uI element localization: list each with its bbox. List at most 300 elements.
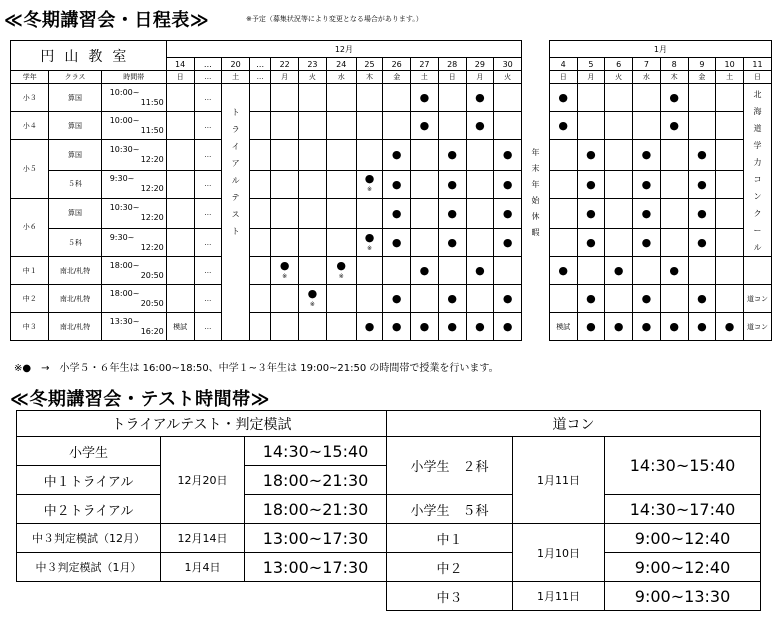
weekday-header: 日 (438, 71, 466, 84)
ellipsis-cell: … (194, 198, 222, 229)
day-cell (383, 257, 411, 285)
day-cell: ● (633, 313, 661, 341)
ellipsis-cell: … (194, 229, 222, 257)
class-cell: ５科 (49, 170, 101, 198)
test-title: ≪冬期講習会・テスト時間帯≫ (10, 389, 270, 410)
date-header: 23 (299, 58, 327, 71)
day-cell (326, 229, 356, 257)
day-cell: ● (688, 285, 716, 313)
day-cell (299, 313, 327, 341)
day-cell: ● (605, 257, 633, 285)
holiday-char: 末 (531, 163, 540, 173)
weekday-header: 土 (716, 71, 744, 84)
day-cell (605, 84, 633, 112)
day-cell (577, 84, 605, 112)
day-cell: ● (577, 229, 605, 257)
class-dot: ● (475, 91, 485, 104)
month-december: 12月 (166, 41, 521, 58)
class-cell: 算国 (49, 198, 101, 229)
day-cell (411, 112, 439, 140)
day-cell (549, 285, 577, 313)
day-cell (494, 112, 522, 140)
day-cell (438, 140, 466, 171)
day-cell (605, 198, 633, 229)
day-cell (356, 285, 383, 313)
day-cell (356, 112, 383, 140)
date-header: 5 (577, 58, 605, 71)
day-cell (605, 140, 633, 171)
day-cell (494, 84, 522, 112)
weekday-header: 金 (383, 71, 411, 84)
date-header: … (194, 58, 222, 71)
day-cell (494, 140, 522, 171)
day-cell (688, 84, 716, 112)
day-cell (383, 140, 411, 171)
time-cell (101, 285, 166, 313)
time-start: 9:30~ (109, 232, 135, 242)
day-cell (716, 198, 744, 229)
date-header: 27 (411, 58, 439, 71)
date-header: 9 (688, 58, 716, 71)
time-start: 18:00~ (109, 288, 140, 298)
day-cell (438, 229, 466, 257)
docon-date: 1月11日 (513, 437, 605, 524)
test-time: 18:00~21:30 (245, 495, 387, 524)
day-cell (438, 112, 466, 140)
docon-date: 1月10日 (513, 524, 605, 582)
day-cell (466, 198, 494, 229)
test-label: 中３判定模試（12月） (17, 524, 161, 553)
class-dot: ● (391, 292, 402, 305)
ellipsis-cell: … (194, 285, 222, 313)
day-cell: 模試 (166, 313, 194, 341)
day-cell (466, 112, 494, 140)
class-dot: ● (502, 320, 513, 333)
class-dot: ● (419, 264, 430, 277)
day-cell (271, 198, 299, 229)
asterisk-mark: ※ (366, 244, 372, 252)
day-cell (605, 229, 633, 257)
time-end: 12:20 (140, 213, 164, 223)
day-cell (549, 140, 577, 171)
day-cell (688, 257, 716, 285)
time-start: 9:30~ (109, 174, 135, 183)
day-cell: ● (633, 170, 661, 198)
day-cell (660, 170, 688, 198)
docon-label: 中２ (387, 553, 513, 582)
weekday-header: … (194, 71, 222, 84)
docon-date: 1月11日 (513, 582, 605, 611)
class-cell: 算国 (49, 140, 101, 171)
school-name: 円山教室 (11, 41, 167, 71)
class-dot: ● (502, 206, 513, 220)
date-header: 24 (326, 58, 356, 71)
weekday-header: … (249, 71, 270, 84)
time-end: 12:20 (140, 242, 164, 252)
date-header: 14 (166, 58, 194, 71)
class-dot: ● (364, 230, 375, 244)
day-cell: ● (577, 285, 605, 313)
date-header: 29 (466, 58, 494, 71)
day-cell (716, 229, 744, 257)
day-cell (356, 229, 383, 257)
day-cell (326, 198, 356, 229)
time-start: 10:30~ (109, 203, 140, 213)
trial-char: ラ (231, 125, 240, 134)
grade-cell: 小３ (11, 84, 49, 112)
docon-label-col (743, 84, 771, 257)
day-cell (166, 285, 194, 313)
docon-char: 道 (753, 124, 762, 133)
day-cell (438, 257, 466, 285)
class-dot: ● (475, 264, 485, 277)
ellipsis-cell: … (194, 257, 222, 285)
docon-label: 中３ (387, 582, 513, 611)
day-cell (383, 198, 411, 229)
docon-label: 小学生 ５科 (387, 495, 513, 524)
day-cell (271, 112, 299, 140)
holiday-char: 暇 (531, 227, 540, 237)
docon-label: 小学生 ２科 (387, 437, 513, 495)
ellipsis-cell (249, 84, 270, 112)
date-header: … (249, 58, 270, 71)
date-header: 30 (494, 58, 522, 71)
ellipsis-cell: … (194, 140, 222, 171)
docon-time: 14:30~15:40 (605, 437, 761, 495)
holiday-char: 年 (531, 179, 540, 189)
test-time-table (16, 410, 761, 611)
day-cell (438, 198, 466, 229)
docon-char: ル (753, 243, 762, 252)
day-cell (605, 170, 633, 198)
trial-char: テ (231, 193, 240, 202)
day-cell (633, 84, 661, 112)
day-cell (411, 257, 439, 285)
day-cell: ● (688, 229, 716, 257)
class-dot: ● (475, 320, 485, 333)
date-header: 22 (271, 58, 299, 71)
day-cell (660, 229, 688, 257)
class-dot: ● (447, 320, 457, 333)
time-start: 13:30~ (109, 316, 140, 326)
day-cell (494, 313, 522, 341)
day-cell: ● (577, 313, 605, 341)
day-cell (466, 140, 494, 171)
date-header: 6 (605, 58, 633, 71)
test-label: 中３判定模試（1月） (17, 553, 161, 582)
docon-time: 9:00~12:40 (605, 524, 761, 553)
weekday-header: 水 (326, 71, 356, 84)
day-cell: ● (660, 112, 688, 140)
day-cell (326, 257, 356, 285)
day-cell (494, 198, 522, 229)
day-cell (549, 198, 577, 229)
docon-short-cell (743, 257, 771, 285)
time-cell (101, 198, 166, 229)
asterisk-mark: ※ (309, 300, 315, 308)
class-dot: ● (336, 258, 347, 272)
day-cell: ● (577, 170, 605, 198)
test-time: 18:00~21:30 (245, 466, 387, 495)
day-cell (299, 84, 327, 112)
day-cell (383, 170, 411, 198)
day-cell (438, 84, 466, 112)
class-dot: ● (419, 320, 430, 333)
grade-cell: 小４ (11, 112, 49, 140)
weekday-header: 水 (633, 71, 661, 84)
class-dot: ● (447, 292, 457, 305)
day-cell (271, 229, 299, 257)
test-time: 13:00~17:30 (245, 524, 387, 553)
day-cell (577, 257, 605, 285)
docon-char: 力 (753, 158, 762, 167)
time-end: 16:20 (140, 326, 164, 336)
day-cell: ● (660, 257, 688, 285)
day-cell (660, 285, 688, 313)
asterisk-mark: ※ (366, 186, 372, 193)
weekday-header: 木 (660, 71, 688, 84)
docon-label: 中１ (387, 524, 513, 553)
class-dot: ● (391, 177, 402, 191)
ellipsis-cell (249, 140, 270, 171)
day-cell (383, 285, 411, 313)
class-dot: ● (502, 148, 513, 162)
ellipsis-cell (249, 198, 270, 229)
date-header: 10 (716, 58, 744, 71)
ellipsis-cell (249, 313, 270, 341)
docon-header: 道コン (387, 411, 761, 437)
trial-char: ト (231, 108, 240, 117)
day-cell (356, 170, 383, 198)
date-header: 25 (356, 58, 383, 71)
day-cell: ● (688, 140, 716, 171)
time-cell (101, 84, 166, 112)
day-cell: ● (577, 140, 605, 171)
grade-cell: 小６ (11, 198, 49, 257)
date-header: 4 (549, 58, 577, 71)
day-cell: ● (688, 198, 716, 229)
day-cell (356, 84, 383, 112)
docon-char: 学 (753, 141, 762, 150)
day-cell (299, 198, 327, 229)
day-cell (271, 140, 299, 171)
day-cell: ● (633, 140, 661, 171)
day-cell (466, 313, 494, 341)
grade-cell: 中３ (11, 313, 49, 341)
day-cell (494, 229, 522, 257)
class-dot: ● (447, 148, 457, 162)
day-cell (716, 84, 744, 112)
test-date: 1月4日 (161, 553, 245, 582)
ellipsis-cell: … (194, 84, 222, 112)
day-cell: ● (660, 84, 688, 112)
day-cell (166, 140, 194, 171)
day-cell (466, 285, 494, 313)
schedule-title: ≪冬期講習会・日程表≫ (4, 10, 210, 31)
day-cell: ● (577, 198, 605, 229)
time-end: 12:20 (140, 184, 164, 193)
time-start: 10:00~ (109, 115, 140, 125)
day-cell (716, 112, 744, 140)
month-january: 1月 (549, 41, 771, 58)
day-cell (166, 170, 194, 198)
schedule-note: ※予定（募集状況等により変更となる場合があります。） (246, 15, 423, 23)
ellipsis-cell (249, 112, 270, 140)
day-cell (356, 257, 383, 285)
class-dot: ● (447, 236, 457, 249)
day-cell (438, 313, 466, 341)
class-dot: ● (419, 91, 430, 104)
class-dot: ● (391, 206, 402, 220)
class-dot: ● (391, 148, 402, 162)
weekday-header: 日 (549, 71, 577, 84)
day-cell (411, 313, 439, 341)
ellipsis-cell (249, 285, 270, 313)
docon-char: ー (753, 226, 762, 235)
grade-cell: 小５ (11, 140, 49, 199)
schedule-table (10, 40, 772, 341)
day-cell (166, 257, 194, 285)
day-cell (326, 313, 356, 341)
ellipsis-cell (249, 170, 270, 198)
class-dot: ● (475, 119, 485, 132)
docon-char: コ (753, 175, 762, 184)
weekday-header: 火 (605, 71, 633, 84)
day-cell: ● (633, 285, 661, 313)
docon-short-cell: 道コン (743, 313, 771, 341)
class-dot: ● (307, 286, 318, 300)
time-cell (101, 313, 166, 341)
class-dot: ● (447, 206, 457, 220)
date-header: 11 (743, 58, 771, 71)
trial-header: トライアルテスト・判定模試 (17, 411, 387, 437)
ellipsis-cell: … (194, 170, 222, 198)
time-header: 時間帯 (101, 71, 166, 84)
weekday-header: 日 (166, 71, 194, 84)
test-label: 小学生 (17, 437, 161, 466)
day-cell: ● (688, 170, 716, 198)
day-cell (494, 170, 522, 198)
class-cell: 南北/札特 (49, 257, 101, 285)
class-dot: ● (502, 177, 513, 191)
day-cell (716, 257, 744, 285)
asterisk-mark: ※ (338, 272, 344, 280)
day-cell (383, 229, 411, 257)
day-cell (166, 112, 194, 140)
day-cell (411, 198, 439, 229)
weekday-header: 木 (356, 71, 383, 84)
day-cell (716, 285, 744, 313)
time-cell (101, 257, 166, 285)
weekday-header: 土 (222, 71, 250, 84)
day-cell: ● (716, 313, 744, 341)
day-cell (271, 257, 299, 285)
trial-char: ア (231, 159, 240, 168)
docon-char: ン (753, 192, 762, 201)
day-cell (166, 198, 194, 229)
time-end: 11:50 (140, 125, 164, 135)
day-cell: ● (549, 84, 577, 112)
day-cell (688, 112, 716, 140)
weekday-header: 火 (494, 71, 522, 84)
holiday-char: 年 (531, 147, 540, 157)
ellipsis-cell: … (194, 313, 222, 341)
day-cell (299, 170, 327, 198)
day-cell (271, 84, 299, 112)
holiday-label (522, 41, 549, 241)
test-time: 14:30~15:40 (245, 437, 387, 466)
date-header: 26 (383, 58, 411, 71)
time-end: 11:50 (140, 97, 164, 107)
date-header: 20 (222, 58, 250, 71)
class-cell: 南北/札特 (49, 313, 101, 341)
docon-char: 海 (753, 107, 762, 116)
weekday-header: 金 (688, 71, 716, 84)
day-cell (633, 112, 661, 140)
day-cell (466, 84, 494, 112)
day-cell: ● (605, 313, 633, 341)
class-dot: ● (364, 172, 375, 185)
day-cell (716, 140, 744, 171)
day-cell (271, 285, 299, 313)
day-cell (166, 229, 194, 257)
day-cell (438, 170, 466, 198)
day-cell (549, 229, 577, 257)
grade-header: 学年 (11, 71, 49, 84)
day-cell (326, 84, 356, 112)
day-cell (299, 140, 327, 171)
ellipsis-cell (249, 229, 270, 257)
class-dot: ● (364, 320, 375, 333)
holiday-char: 休 (531, 211, 540, 221)
asterisk-mark: ※ (282, 272, 288, 280)
class-cell: ５科 (49, 229, 101, 257)
day-cell (466, 170, 494, 198)
test-date: 12月14日 (161, 524, 245, 553)
grade-cell: 中２ (11, 285, 49, 313)
class-dot: ● (391, 236, 402, 249)
day-cell (577, 112, 605, 140)
time-cell (101, 170, 166, 198)
time-end: 20:50 (140, 298, 164, 308)
class-dot: ● (419, 119, 430, 132)
day-cell (494, 285, 522, 313)
weekday-header: 月 (577, 71, 605, 84)
day-cell (299, 229, 327, 257)
day-cell (326, 112, 356, 140)
docon-time: 9:00~13:30 (605, 582, 761, 611)
class-dot: ● (502, 236, 513, 249)
weekday-header: 火 (299, 71, 327, 84)
class-dot: ● (391, 320, 402, 333)
day-cell (299, 285, 327, 313)
date-header: 7 (633, 58, 661, 71)
day-cell (605, 285, 633, 313)
class-time-note: ※● → 小学５・６年生は 16:00~18:50、中学１~３年生は 19:00~21:50 の時間帯で授業を行います。 (14, 363, 499, 374)
time-start: 10:00~ (109, 87, 140, 97)
test-date: 12月20日 (161, 437, 245, 524)
time-cell (101, 140, 166, 171)
day-cell (605, 112, 633, 140)
docon-time: 9:00~12:40 (605, 553, 761, 582)
trial-char: ル (231, 176, 240, 185)
date-header: 28 (438, 58, 466, 71)
day-cell (466, 229, 494, 257)
class-header: クラス (49, 71, 101, 84)
day-cell (356, 198, 383, 229)
day-cell (411, 84, 439, 112)
grade-cell: 中１ (11, 257, 49, 285)
